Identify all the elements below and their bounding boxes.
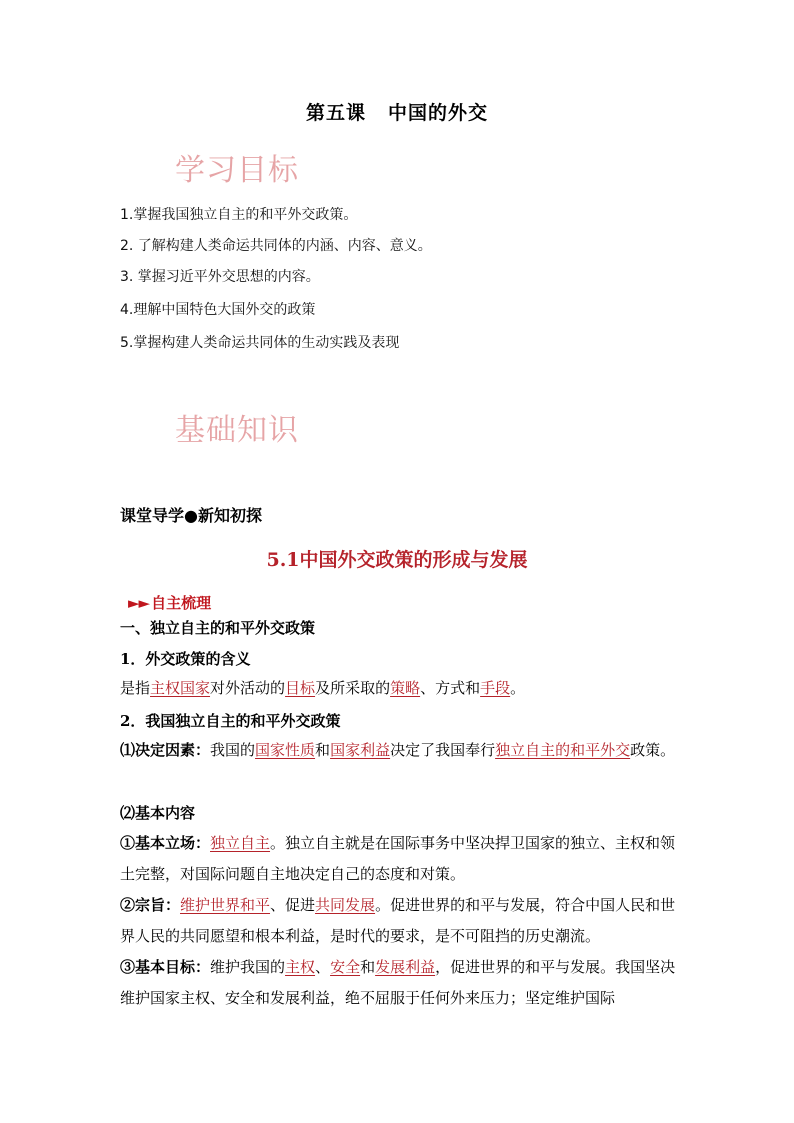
- guide-label: 课堂导学●新知初探: [120, 506, 262, 525]
- goal-item: 5.掌握构建人类命运共同体的生动实践及表现: [120, 335, 400, 351]
- heading-basic-content: ⑵基本内容: [120, 804, 196, 822]
- blank-answer: 主权国家: [150, 679, 211, 697]
- stance-paragraph: ①基本立场：独立自主。独立自主就是在国际事务中坚决捍卫国家的独立、主权和领土完整，对国际问题自主地决定自己的态度和对策。: [120, 834, 676, 883]
- heading-our-policy: 2．我国独立自主的和平外交政策: [120, 712, 341, 730]
- blank-answer: 国家利益: [330, 741, 391, 759]
- goal-item: 4.理解中国特色大国外交的政策: [120, 302, 316, 318]
- blank-answer: 维护世界和平: [180, 896, 271, 914]
- blank-answer: 安全: [330, 958, 361, 976]
- heading-definition: 1．外交政策的含义: [120, 650, 251, 668]
- blank-answer: 手段: [480, 679, 511, 697]
- blank-answer: 独立自主的和平外交: [495, 741, 631, 759]
- blank-answer: 策略: [390, 679, 421, 697]
- lesson-name: 中国的外交: [388, 102, 489, 124]
- goal-item: 3. 掌握习近平外交思想的内容。: [120, 269, 320, 285]
- blank-answer: 独立自主: [210, 834, 271, 852]
- basics-heading: 基础知识: [175, 413, 299, 448]
- goal-item: 1.掌握我国独立自主的和平外交政策。: [120, 207, 358, 223]
- section-title: 5.1中国外交政策的形成与发展: [266, 549, 528, 571]
- goal-paragraph: ③基本目标：维护我国的主权、安全和发展利益，促进世界的和平与发展。我国坚决维护国家主权、安全和发展利益，绝不屈服于任何外来压力；坚定维护国际: [120, 958, 676, 1007]
- definition-paragraph: 是指主权国家对外活动的目标及所采取的策略、方式和手段。: [120, 679, 526, 697]
- lesson-number: 第五课: [305, 102, 366, 124]
- blank-answer: 国家性质: [255, 741, 316, 759]
- purpose-paragraph: ②宗旨：维护世界和平、促进共同发展。促进世界的和平与发展，符合中国人民和世界人民的共同愿望和根本利益，是时代的要求，是不可阻挡的历史潮流。: [120, 896, 676, 945]
- self-study-label: 自主梳理: [151, 594, 212, 612]
- blank-answer: 目标: [285, 679, 316, 697]
- goals-heading: 学习目标: [175, 153, 299, 188]
- self-study-heading: [128, 592, 211, 613]
- blank-answer: 主权: [285, 958, 316, 976]
- determinants-paragraph: ⑴决定因素：我国的国家性质和国家利益决定了我国奉行独立自主的和平外交政策。: [120, 741, 676, 759]
- arrow-icon: ►►: [128, 594, 150, 612]
- blank-answer: 发展利益: [375, 958, 436, 976]
- goal-item: 2. 了解构建人类命运共同体的内涵、内容、意义。: [120, 238, 432, 254]
- blank-answer: 共同发展: [315, 896, 376, 914]
- lesson-title: [0, 98, 794, 125]
- heading-policy: 一、独立自主的和平外交政策: [120, 619, 316, 637]
